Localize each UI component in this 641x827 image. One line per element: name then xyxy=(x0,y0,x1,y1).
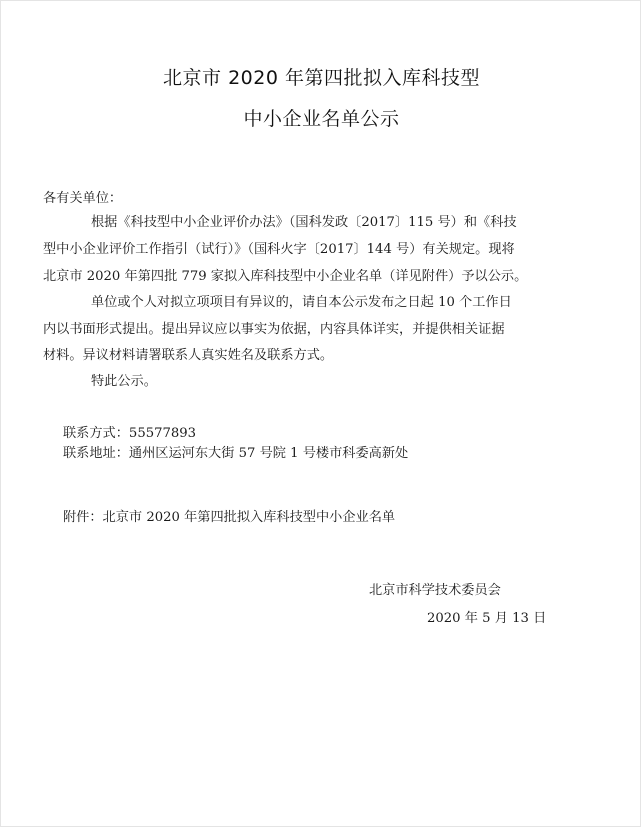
closing-remark: 特此公示。 xyxy=(91,374,157,389)
signature-date: 2020 年 5 月 13 日 xyxy=(427,611,547,626)
paragraph-1-line-3: 北京市 2020 年第四批 779 家拟入库科技型中小企业名单（详见附件）予以公示。 xyxy=(43,269,528,284)
paragraph-2-line-3: 材料。异议材料请署联系人真实姓名及联系方式。 xyxy=(43,348,334,363)
document-title-line-2: 中小企业名单公示 xyxy=(243,108,400,130)
document-title-line-1: 北京市 2020 年第四批拟入库科技型 xyxy=(163,67,480,89)
paragraph-2-line-1: 单位或个人对拟立项项目有异议的，请自本公示发布之日起 10 个工作日 xyxy=(91,295,512,310)
attachment-link[interactable]: 附件：北京市 2020 年第四批拟入库科技型中小企业名单 xyxy=(63,510,396,525)
paragraph-2-line-2: 内以书面形式提出。提出异议应以事实为依据，内容具体详实，并提供相关证据 xyxy=(43,322,505,337)
salutation: 各有关单位： xyxy=(43,191,123,206)
paragraph-1-line-2: 型中小企业评价工作指引（试行）》（国科火字〔2017〕144 号）有关规定。现将 xyxy=(43,242,515,257)
paragraph-1-line-1: 根据《科技型中小企业评价办法》（国科发政〔2017〕115 号）和《科技 xyxy=(91,215,517,230)
contact-phone: 联系方式：55577893 xyxy=(63,426,197,441)
contact-address: 联系地址：通州区运河东大街 57 号院 1 号楼市科委高新处 xyxy=(63,446,409,461)
signature-organization: 北京市科学技术委员会 xyxy=(369,583,501,598)
